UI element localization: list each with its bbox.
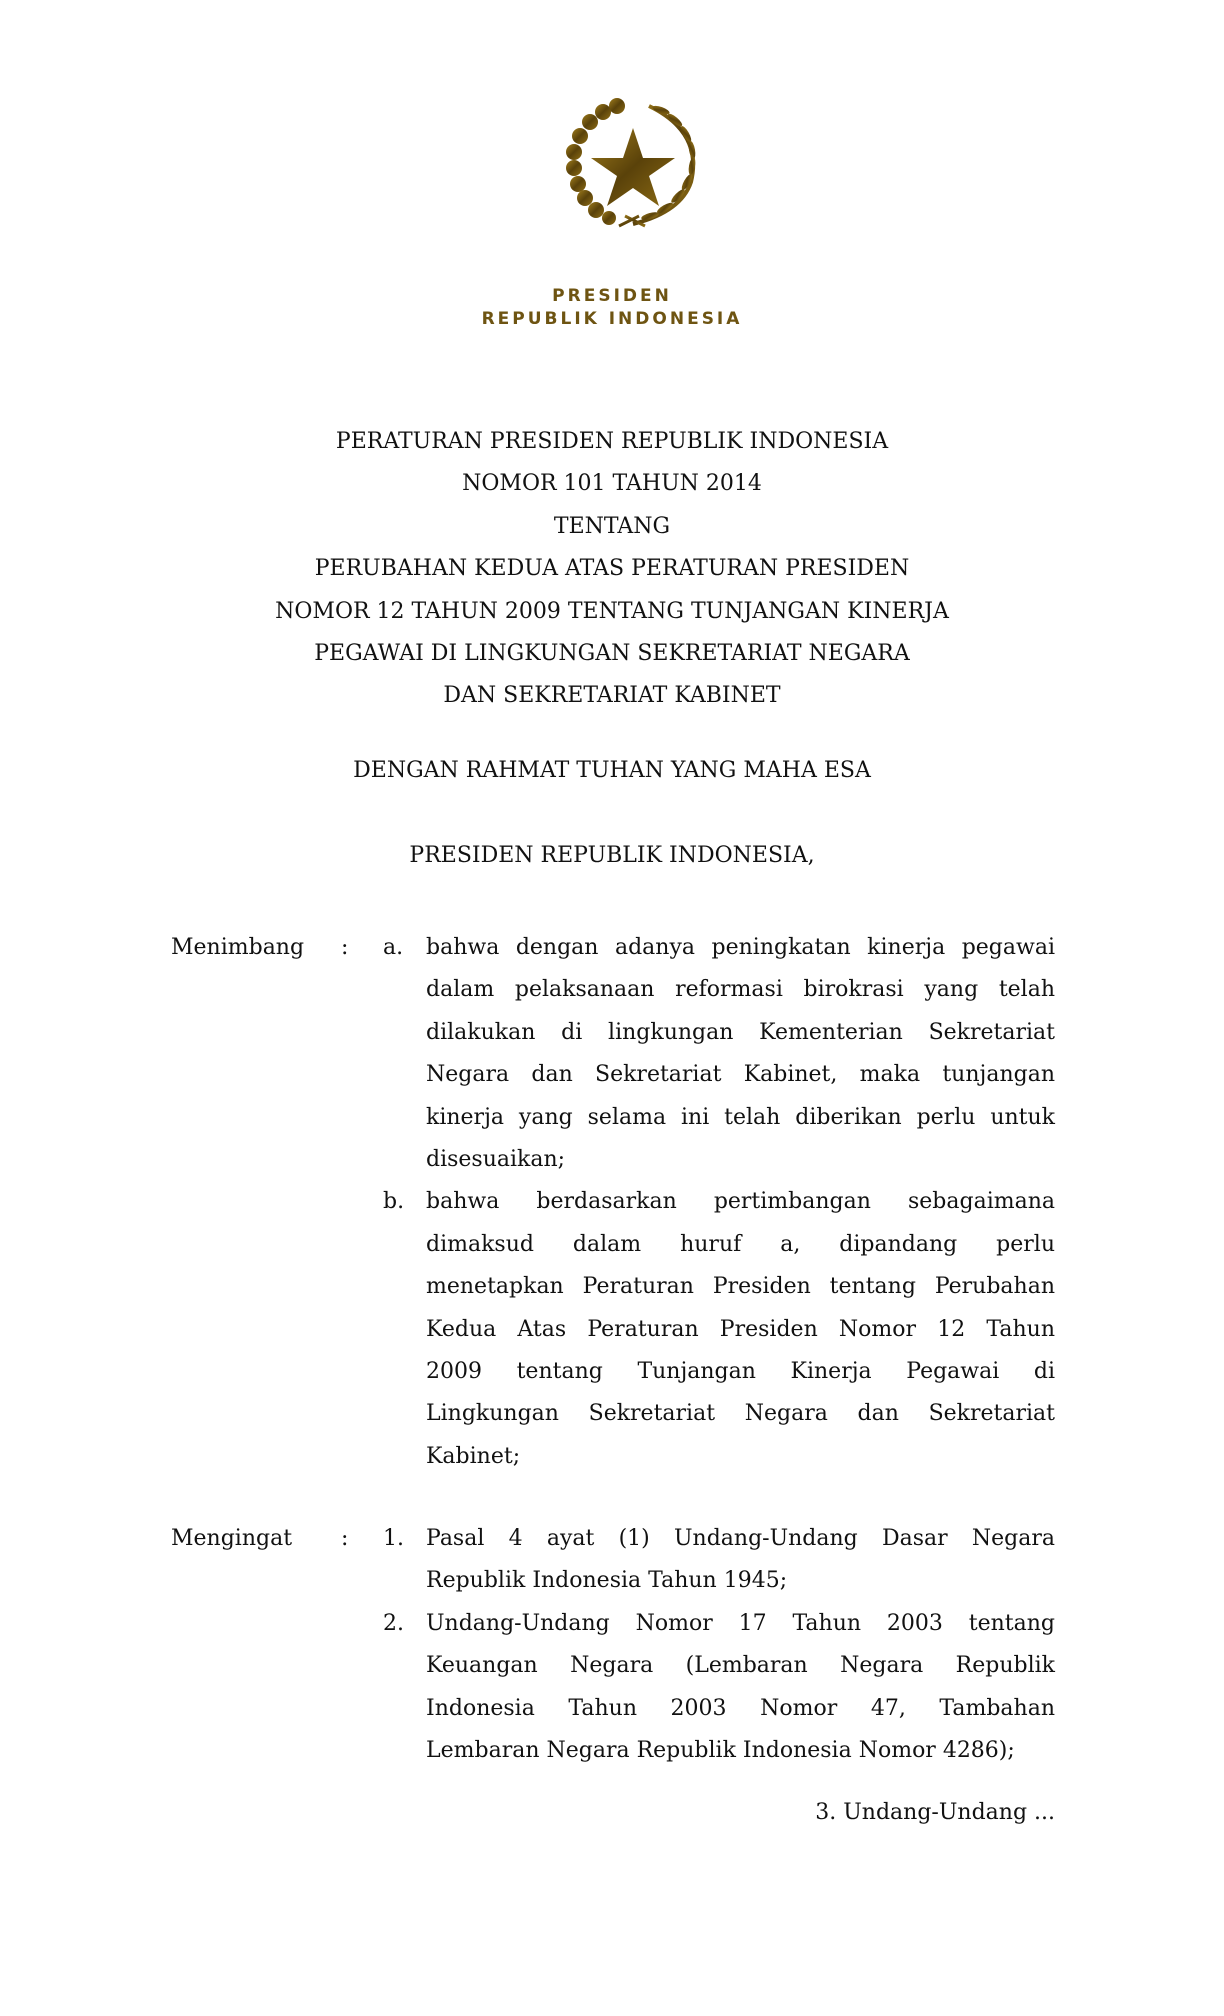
presidential-seal-logo bbox=[553, 92, 713, 252]
menimbang-item-text-line: dalam pelaksanaan reformasi birokrasi yang telah bbox=[426, 977, 1055, 1003]
menimbang-item-text-line: kinerja yang selama ini telah diberikan perlu untuk bbox=[426, 1104, 1055, 1130]
menimbang-label: Menimbang bbox=[171, 935, 305, 960]
title-line: PERATURAN PRESIDEN REPUBLIK INDONESIA bbox=[335, 429, 889, 454]
mengingat-label: Mengingat bbox=[171, 1526, 293, 1551]
menimbang-item-text-line: Lingkungan Sekretariat Negara dan Sekretariat bbox=[426, 1401, 1055, 1427]
menimbang-item-text-line: dilakukan di lingkungan Kementerian Sekretariat bbox=[426, 1019, 1055, 1045]
mengingat-colon: : bbox=[341, 1526, 349, 1551]
mengingat-item-text-line: Republik Indonesia Tahun 1945; bbox=[426, 1568, 788, 1594]
mengingat-item-text-line: Indonesia Tahun 2003 Nomor 47, Tambahan bbox=[426, 1695, 1055, 1721]
mengingat-item-text-line: Pasal 4 ayat (1) Undang-Undang Dasar Negara bbox=[426, 1526, 1055, 1551]
menimbang-item-text-line: disesuaikan; bbox=[426, 1147, 566, 1172]
menimbang-item-text-line: Kabinet; bbox=[426, 1443, 521, 1469]
menimbang-item-text-line: dimaksud dalam huruf a, dipandang perlu bbox=[426, 1231, 1055, 1257]
star-icon bbox=[591, 128, 675, 206]
seal-title-republic: REPUBLIK INDONESIA bbox=[481, 309, 743, 329]
menimbang-item-text-line: menetapkan Peraturan Presiden tentang Perubahan bbox=[426, 1274, 1055, 1300]
title-line: DAN SEKRETARIAT KABINET bbox=[443, 683, 781, 709]
mengingat-item-marker: 1. bbox=[383, 1526, 404, 1551]
page-continuation: 3. Undang-Undang ... bbox=[815, 1800, 1055, 1825]
mengingat-item-text-line: Lembaran Negara Republik Indonesia Nomor 4286); bbox=[426, 1738, 1015, 1763]
title-line: NOMOR 12 TAHUN 2009 TENTANG TUNJANGAN KINERJA bbox=[275, 598, 949, 624]
menimbang-colon: : bbox=[341, 935, 349, 960]
menimbang-item-text-line: bahwa dengan adanya peningkatan kinerja pegawai bbox=[426, 935, 1055, 960]
title-line: PERUBAHAN KEDUA ATAS PERATURAN PRESIDEN bbox=[314, 556, 910, 582]
mengingat-item-text-line: Keuangan Negara (Lembaran Negara Republik bbox=[426, 1653, 1055, 1679]
title-line: PEGAWAI DI LINGKUNGAN SEKRETARIAT NEGARA bbox=[314, 641, 910, 666]
invocation: DENGAN RAHMAT TUHAN YANG MAHA ESA bbox=[353, 758, 871, 783]
issuer: PRESIDEN REPUBLIK INDONESIA, bbox=[409, 843, 815, 868]
mengingat-item-text-line: Undang-Undang Nomor 17 Tahun 2003 tentang bbox=[426, 1610, 1055, 1636]
title-line: TENTANG bbox=[553, 513, 671, 539]
menimbang-item-marker: a. bbox=[383, 935, 404, 960]
seal-title-president: PRESIDEN bbox=[552, 286, 672, 306]
mengingat-item-marker: 2. bbox=[383, 1610, 404, 1636]
menimbang-item-text-line: Kedua Atas Peraturan Presiden Nomor 12 Tahun bbox=[426, 1316, 1055, 1342]
menimbang-item-marker: b. bbox=[383, 1189, 405, 1215]
menimbang-item-text-line: Negara dan Sekretariat Kabinet, maka tunjangan bbox=[426, 1062, 1055, 1088]
menimbang-item-text-line: bahwa berdasarkan pertimbangan sebagaimana bbox=[426, 1189, 1055, 1215]
menimbang-item-text-line: 2009 tentang Tunjangan Kinerja Pegawai di bbox=[426, 1359, 1055, 1384]
title-line: NOMOR 101 TAHUN 2014 bbox=[462, 471, 762, 497]
